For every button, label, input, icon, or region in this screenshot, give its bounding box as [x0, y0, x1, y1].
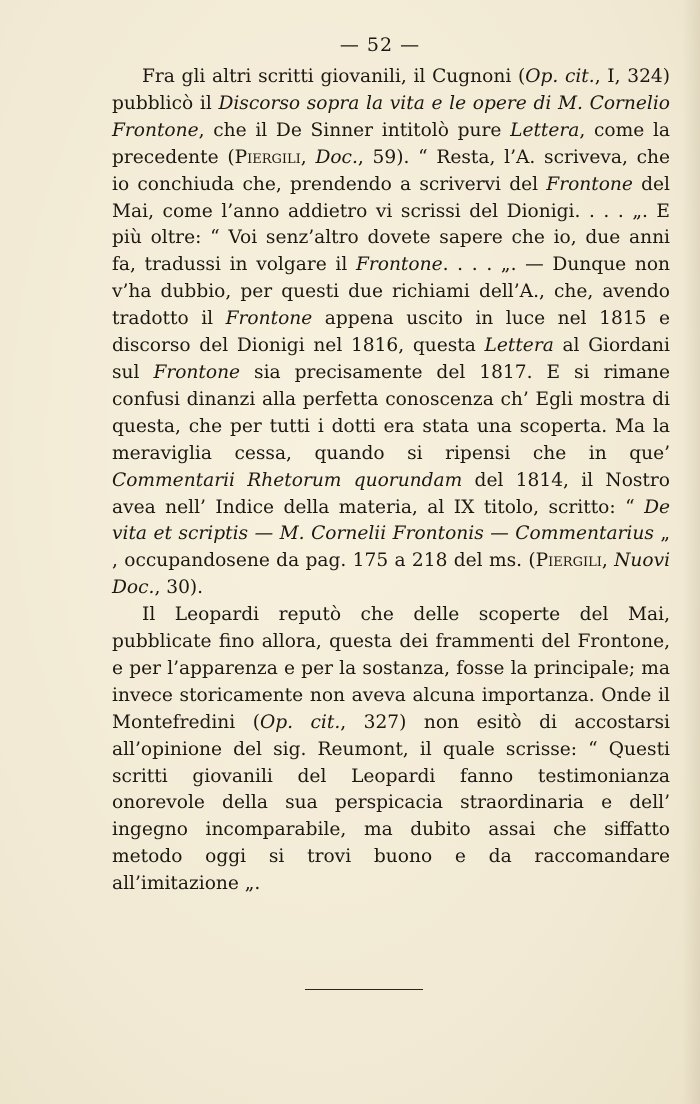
text-run: al Giordani sul — [112, 335, 670, 383]
text-run: . . . . „. — Dunque non v’ha dubbio, per questi due richiami dell’A., che, avendo tradotto il — [112, 254, 670, 330]
text-run: , come la precedente ( — [112, 119, 670, 168]
italic-run: Lettera — [510, 119, 580, 141]
italic-run: Commentarii Rhetorum quorundam — [112, 469, 463, 491]
text-run: Fra gli altri scritti giovanili, il Cugnoni ( — [142, 66, 526, 87]
italic-run: De vita et scriptis — M. Cornelii Frontonis — Commentarius — [112, 496, 670, 545]
text-run: , 30). — [154, 577, 204, 599]
text-run: del Mai, come l’anno addietro vi scrissi del Dionigi. . . . „. E più oltre: “ Voi senz’altro dovete sapere che io, due anni fa, tradussi in volgare il — [112, 173, 670, 276]
italic-run: Frontone — [225, 308, 313, 330]
italic-run: Frontone — [355, 254, 443, 276]
text-run: appena uscito in luce nel 1815 e discorso del Dionigi nel 1816, questa — [112, 308, 670, 357]
paragraph — [112, 602, 670, 898]
text-run: „ , occupandosene da pag. 175 a 218 del ms. ( — [112, 523, 670, 572]
text-run: , — [601, 550, 615, 572]
italic-run: Op. cit. — [525, 66, 595, 87]
text-run: del 1814, il Nostro avea nell’ Indice della materia, al IX titolo, scritto: “ — [112, 469, 670, 518]
page-edge — [682, 0, 700, 1104]
italic-run: Frontone — [153, 361, 241, 383]
text-run: Il Leopardi reputò che delle scoperte del Mai, pubblicate fino allora, questa dei frammenti del Frontone, e per l’apparenza e per la sostanza, fosse la principale; ma invece storicamente non aveva alcuna importanza. Onde il Montefredini ( — [112, 604, 670, 733]
italic-run: Frontone — [546, 173, 633, 195]
text-run: , I, 324) pubblicò il — [112, 66, 670, 114]
text-run: , — [300, 146, 316, 168]
text-run: sia precisamente del 1817. E si rimane confusi dinanzi alla perfetta conoscenza ch’ Egli mostra di questa, che per tutti i dotti era stata una scoperta. Ma la meraviglia cessa, quando si ripensi che in que’ — [112, 361, 671, 464]
italic-run: Discorso sopra la vita e le opere di M. Cornelio Frontone — [112, 92, 670, 141]
body-text — [112, 64, 670, 898]
text-run: , che il De Sinner intitolò pure — [198, 119, 511, 141]
end-rule — [305, 989, 423, 990]
italic-run: Doc. — [315, 146, 358, 168]
smallcaps-run: Piergili — [234, 146, 301, 168]
italic-run: Nuovi Doc. — [112, 550, 671, 599]
text-run: , 327) non esitò di accostarsi all’opinione del sig. Reumont, il quale scrisse: “ Questi scritti giovanili del Leopardi fanno testimonianza onorevole della sua perspicacia straordinaria e dell’ ingegno incomparabile, ma dubito assai che siffatto metodo oggi si trovi buono e da raccomandare all’imitazione „. — [112, 711, 670, 895]
italic-run: Lettera — [484, 335, 554, 357]
paragraph — [112, 64, 670, 602]
italic-run: Op. cit. — [259, 711, 341, 733]
page-number: — 52 — — [339, 34, 421, 56]
text-run: , 59). “ Resta, l’A. scriveva, che io conchiuda che, prendendo a scrivervi del — [112, 146, 670, 195]
smallcaps-run: Piergili — [535, 550, 602, 572]
